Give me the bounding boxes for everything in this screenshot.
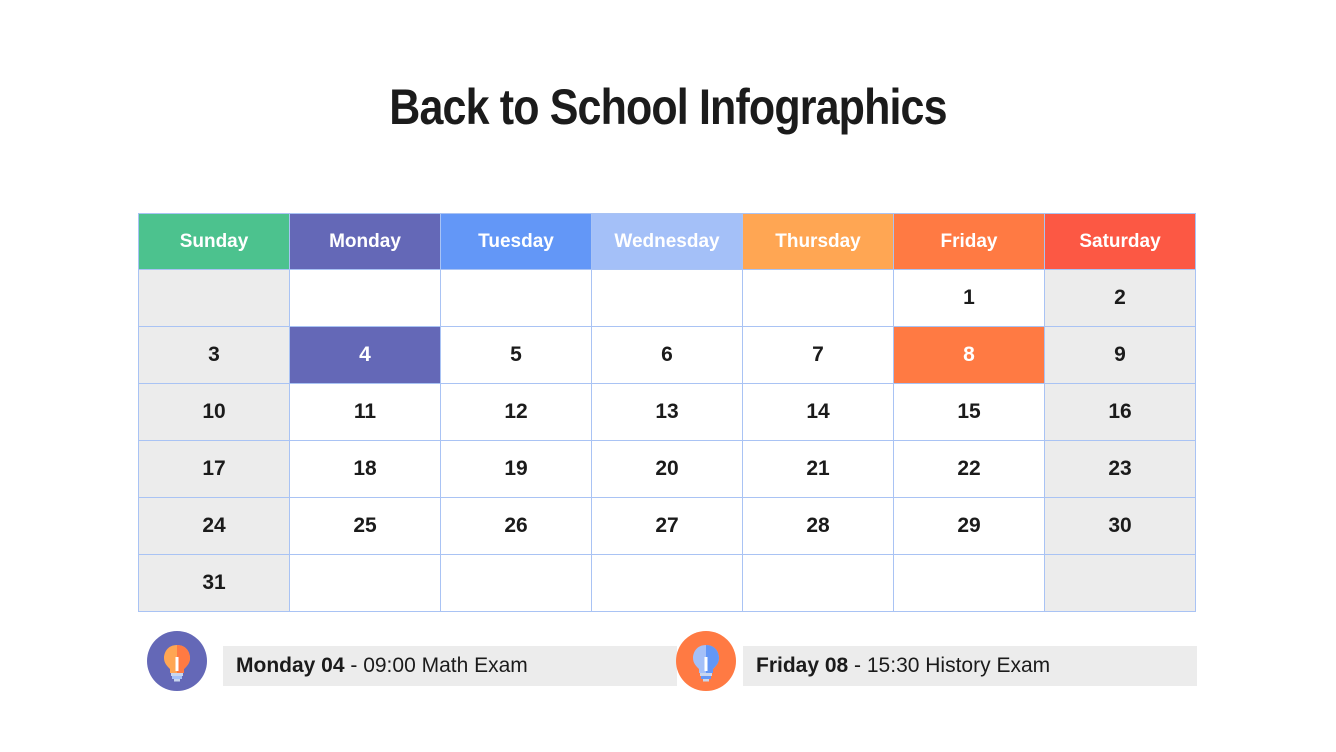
header-saturday: Saturday xyxy=(1045,214,1196,270)
day-cell: 11 xyxy=(290,384,441,441)
day-cell: 26 xyxy=(441,498,592,555)
note-text xyxy=(223,646,677,686)
day-cell: 25 xyxy=(290,498,441,555)
exam-note-monday xyxy=(147,631,677,691)
note-icon-badge xyxy=(147,631,207,691)
day-cell xyxy=(743,270,894,327)
day-cell: 19 xyxy=(441,441,592,498)
day-cell: 2 xyxy=(1045,270,1196,327)
header-monday: Monday xyxy=(290,214,441,270)
week-row xyxy=(139,441,1196,498)
week-row xyxy=(139,498,1196,555)
day-cell: 1 xyxy=(894,270,1045,327)
note-date: Friday 08 xyxy=(756,654,849,677)
lightbulb-icon xyxy=(147,631,207,691)
note-icon-badge xyxy=(676,631,736,691)
day-cell: 31 xyxy=(139,555,290,612)
header-tuesday: Tuesday xyxy=(441,214,592,270)
day-cell: 10 xyxy=(139,384,290,441)
day-cell xyxy=(290,270,441,327)
day-cell xyxy=(894,555,1045,612)
week-row xyxy=(139,555,1196,612)
note-date: Monday 04 xyxy=(236,654,345,677)
day-cell: 29 xyxy=(894,498,1045,555)
note-description: - 15:30 History Exam xyxy=(848,654,1051,677)
header-wednesday: Wednesday xyxy=(592,214,743,270)
note-description: - 09:00 Math Exam xyxy=(344,654,528,677)
header-sunday: Sunday xyxy=(139,214,290,270)
day-cell: 23 xyxy=(1045,441,1196,498)
day-cell: 20 xyxy=(592,441,743,498)
day-cell: 5 xyxy=(441,327,592,384)
day-cell: 30 xyxy=(1045,498,1196,555)
day-cell xyxy=(592,270,743,327)
header-thursday: Thursday xyxy=(743,214,894,270)
highlighted-day-cell: 4 xyxy=(290,327,441,384)
day-cell: 6 xyxy=(592,327,743,384)
day-cell: 27 xyxy=(592,498,743,555)
day-cell xyxy=(441,555,592,612)
week-row xyxy=(139,270,1196,327)
calendar-table xyxy=(138,213,1196,612)
day-cell: 7 xyxy=(743,327,894,384)
day-cell xyxy=(592,555,743,612)
exam-note-friday xyxy=(667,631,1197,691)
day-cell: 28 xyxy=(743,498,894,555)
day-cell xyxy=(441,270,592,327)
lightbulb-icon xyxy=(676,631,736,691)
day-cell: 24 xyxy=(139,498,290,555)
day-cell xyxy=(1045,555,1196,612)
day-cell xyxy=(743,555,894,612)
day-cell: 18 xyxy=(290,441,441,498)
day-cell: 3 xyxy=(139,327,290,384)
header-friday: Friday xyxy=(894,214,1045,270)
note-text xyxy=(743,646,1197,686)
week-row xyxy=(139,327,1196,384)
day-cell: 13 xyxy=(592,384,743,441)
week-row xyxy=(139,384,1196,441)
day-cell: 12 xyxy=(441,384,592,441)
day-cell xyxy=(139,270,290,327)
day-cell: 14 xyxy=(743,384,894,441)
page-title: Back to School Infographics xyxy=(389,79,947,135)
day-cell: 17 xyxy=(139,441,290,498)
highlighted-day-cell: 8 xyxy=(894,327,1045,384)
day-cell: 22 xyxy=(894,441,1045,498)
day-cell: 21 xyxy=(743,441,894,498)
day-cell: 9 xyxy=(1045,327,1196,384)
day-cell: 16 xyxy=(1045,384,1196,441)
day-cell xyxy=(290,555,441,612)
weekday-header-row xyxy=(139,214,1196,270)
day-cell: 15 xyxy=(894,384,1045,441)
